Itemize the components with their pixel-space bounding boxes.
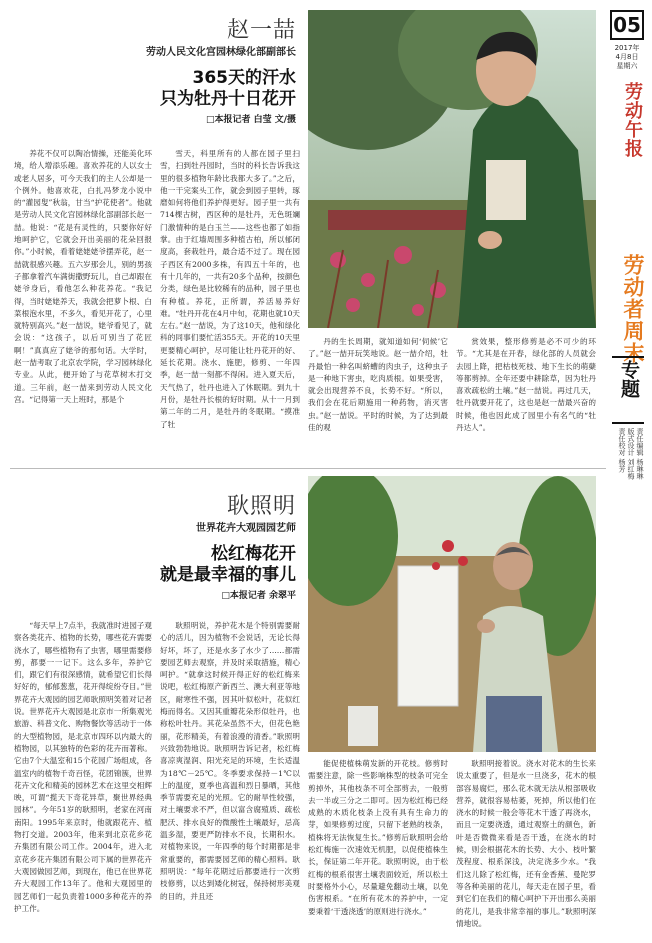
article1-column-4 [456, 336, 596, 464]
issue-weekday: 星期六 [616, 62, 638, 70]
editor-credits [614, 428, 644, 488]
article1-headline-line2: 只为牡丹十日花开 [160, 89, 296, 109]
section-subtitle: 专题 [618, 360, 640, 398]
article1-byline: □本报记者 白莹 文/摄 [205, 115, 296, 125]
article2-col1-text: “每天早上7点半，我就准时进园子观察各类花卉、植物的长势，哪些花卉需要浇水了，哪些植物有了虫害，哪里需要修剪，都要一一记下。这么多年，养护它们，跟它们有很深感情，就希望它们长得好好的，郁郁葱葱，花开得绽纷夺目。”世界花卉大观园的园艺师耿照明笑着对记者说。世界花卉大观园是北京市一所集观光旅游、科普文化、购物餐饮等活动于一体的大型植物园，是北京市四环以内最大的植物园，以其独特的色彩的花卉而著称。它由7个大温室和15个花园广场组成，各温室内的植物千奇百怪，花团锦簇，世界花卉文化和精美的园林艺术在这里交相辉映，可谓“揽天下奇花异草，聚世界经典园林”。今年51岁的耿照明，老家在河南南阳。1995年来京时，他就跟花卉、植物打交道。2003年，他来到北京花乡花卉集团有限公司工作。2004年，进入北京花乡花卉集团有限公司下属的世界花卉大观园做园艺师，到现在，他已在世界花卉大观园工作13年了。他和大观园里的园艺师们一起负责着1000多种花卉的养护工作。 [14, 621, 152, 913]
article1-person-name: 赵一喆 [226, 18, 296, 43]
article1-heading [20, 18, 296, 126]
article2-headline [20, 544, 296, 586]
article2-heading [20, 494, 296, 602]
article1-headline-line1: 365天的汗水 [192, 68, 296, 88]
article1-col3-text: 丹的生长周期，就知道如何‘伺候’它了。”赵一喆开玩笑地说。赵一喆介绍，牡丹最怕一种名叫蛴螬的肉虫子，这种虫子是一种地下害虫，吃肉质根。如果受害，就会出现营养不良，长势不好。“所以，我们会在花后期施用一种药物，消灭害虫。”赵一喆说。平时的时候，为了达到最佳的观 [308, 337, 448, 433]
article1-person-title: 劳动人民文化宫园林绿化部副部长 [146, 47, 296, 58]
newspaper-masthead: 劳动午报 [622, 82, 643, 158]
article2-person-name: 耿照明 [226, 494, 296, 519]
article2-headline-line2: 就是最幸福的事儿 [160, 565, 296, 585]
article2-col3-text: 能促使植株萌发新的开花枝。修剪时需要注意，除一些影响株型的枝条可完全剪掉外，其他枝条不可全部剪去，一般剪去一半或三分之二即可。因为松红梅已经成熟的木质化枝条上没有具有生命力的芽，如果修剪过度，只留下老熟的枝条，植株将无法恢复生长。”修剪后耿照明会给松红梅施一次速效无机肥，以促使植株生长，保证第二年开花。耿照明说，由于松红梅的根系很害土壤表面较近，所以松土时要格外小心，尽量避免翻动土壤，以免伤害根系。“在所有花木的养护中，一定要秉着‘干透浇透’的原则进行浇水。” [308, 759, 448, 916]
section-title: 劳动者周末 [621, 254, 645, 364]
article1-column-3 [308, 336, 448, 464]
article1-col2-text: 雪天，科里所有的人都在园子里扫雪，扫到牡丹园时，当时的科长告诉我这里的很多植物年龄比我都大多了。”之后，他一干完案头工作，就会到园子里转，琢磨如何将他们养护得更好。园子里一共有714棵古树，西区种的是牡丹，无色斑斓门激情种的是白玉兰——这些也都了如指掌。由于红墙周围多种植古柏，所以郁闭度高，套栽牡丹，最合适不过了。现在园子西区有2000多株，有四五十年的，也有十几年的，一共有20多个品种，按颜色分类，绿色是比较稀有的品种，园子里也有种植。养花，正所谓，养活易养好难。“牡丹开花在4月中旬，花期也就10天左右。”赵一喆说，为了这10天，他和绿化科的同事们要忙活355天。开花的10天里更要精心呵护，尽可能让牡丹花开的好、延长花期。浇水、施肥，修剪、一年四季，赵一喆一刻都不得闲。进入夏天后，天气热了，牡丹也进入了休眠期。到九十月份，是牡丹长根的好时期。从十一月到第二年的二月，是牡丹的冬眠期。“摸准了牡 [160, 149, 300, 429]
page-number: 05 [610, 10, 644, 40]
article2-column-3 [308, 758, 448, 938]
article2-column-4 [456, 758, 596, 938]
article2-headline-line1: 松红梅花开 [211, 544, 296, 564]
article1-col1-text: 养花不仅可以陶冶情操，还能美化环境，给人增添乐趣。喜欢养花的人以女士或老人居多，可今天我们的主人公却是一个例外。他喜欢花，白扎冯梦龙小说中的“灌园叟”秋翁，甘当“护花使者”。他就是劳动人民文化宫园林绿化部副部长赵一喆。他说：“花是有灵性的，只要你好好地呵护它，它就会开出美丽的花朵回报你。”小时候，看着姥姥姥爷摆弄花，赵一喆就很感兴趣。五六岁那会儿，别的男孩子都拿着汽车满街撒野玩儿，自己却跟在姥爷身后，看他怎么种花养花。“我记得，当时姥姥养天，我就会把萝卜根、白菜根泡水里，不多久，看见开花了，心里就特别高兴。”赵一喆说，姥爷看见了，就会说：“这孩子，以后可别当了花匠啊！”真真应了姥爷的那句话。大学时，赵一喆考取了北京农学院，学习园林绿化专业。从此，便开始了与花草树木打交道。三年前，赵一喆来到劳动人民文化宫。“记得第一天上班时，那是个 [14, 149, 152, 404]
credit-layout: 版式设计 刘红梅 [627, 428, 635, 480]
article1-photo [308, 10, 596, 328]
article2-column-1 [14, 620, 152, 938]
article-divider [10, 468, 606, 469]
article2-col4-text: 耿照明接着说。浇水对花木的生长来说太重要了，但是水一旦浇多，花木的根部容易腐烂，那么花木就无法从根部吸收营养，就很容易枯萎，死掉，所以他们在浇水的时候一般会等花木干透了再浇水，而且一定要浇透，通过观察土的颜色，新叶是否微微来看是否干透，在浇水的时候，则会根据花木的长势、大小、枝叶繁茂程度、根系深浅，决定浇多少水。“我们这儿除了松红梅，还有金香蕉、曼陀罗等各种美丽的花儿，每天走在园子里，看到它们在我们的精心呵护下开出那么美丽的花儿，是我非常幸福的事儿。”耿照明深情地说。 [456, 759, 596, 928]
issue-monthday: 4月8日 [615, 53, 639, 61]
article1-column-2 [160, 148, 300, 464]
article2-column-2 [160, 620, 300, 938]
article2-person-title: 世界花卉大观园园艺师 [196, 523, 296, 534]
issue-year: 2017年 [614, 44, 640, 52]
article2-col2-text: 耿照明说，养护花木是个特别需要耐心的活儿，因为植物不会说话，无论长得好坏，坏了，还是水多了水少了……都需要园艺师去观察，并及时采取措施，精心呵护。“就拿这时候开得正好的松红梅来说吧，松红梅原产新西兰、澳大利亚等地区，耐寒性不强，因其叶似松叶，花似红梅而得名。又因其重瓣花朵形似牡丹，也称松叶牡丹。其花朵虽然不大，但花色艳丽，花形精美，有着浪漫的清香。”耿照明兴致勃勃地说。耿照明告诉记者，松红梅喜凉爽湿润、阳光充足的环境，生长适温为18℃－25℃。冬季要求保持－1℃以上的温度，夏季也高温和烈日暴晒，其他季节需要充足的光照。它的耐旱性较强，对土壤要求不严，但以富含腐殖质、疏松肥沃、排水良好的微酸性土壤最好，忌高温多湿，要更严防排水不良，长期积水。对植物来说，一年四季的每个时期都是非常重要的，都需要园艺师的精心照料。耿照明说：“每年花期过后都要进行一次剪枝修剪，以达到矮化树冠，保持树形美观的目的，并且还 [160, 621, 300, 901]
article1-col4-text: 赏效果，整形修剪是必不可少的环节。“尤其是在开春，绿化部的人员就会去园上降，把枯枝死枝、地下生长的萌蘖等都剪掉。全年还要中耕除草，因为牡丹喜欢疏松的土壤。”赵一喆说。再过几天，牡丹就要开花了，这也是赵一喆最兴奋的时候，他也因此成了园里小有名气的“牡丹达人”。 [456, 337, 596, 433]
article2-photo [308, 476, 596, 752]
credit-editor: 责任编辑 杨琳琳 [636, 428, 644, 480]
article1-column-1 [14, 148, 152, 464]
article1-headline [20, 68, 296, 110]
issue-date [610, 44, 644, 71]
article2-byline: □本报记者 余翠平 [221, 591, 296, 601]
credit-proofread: 责任校对 杨芳 [618, 428, 626, 473]
